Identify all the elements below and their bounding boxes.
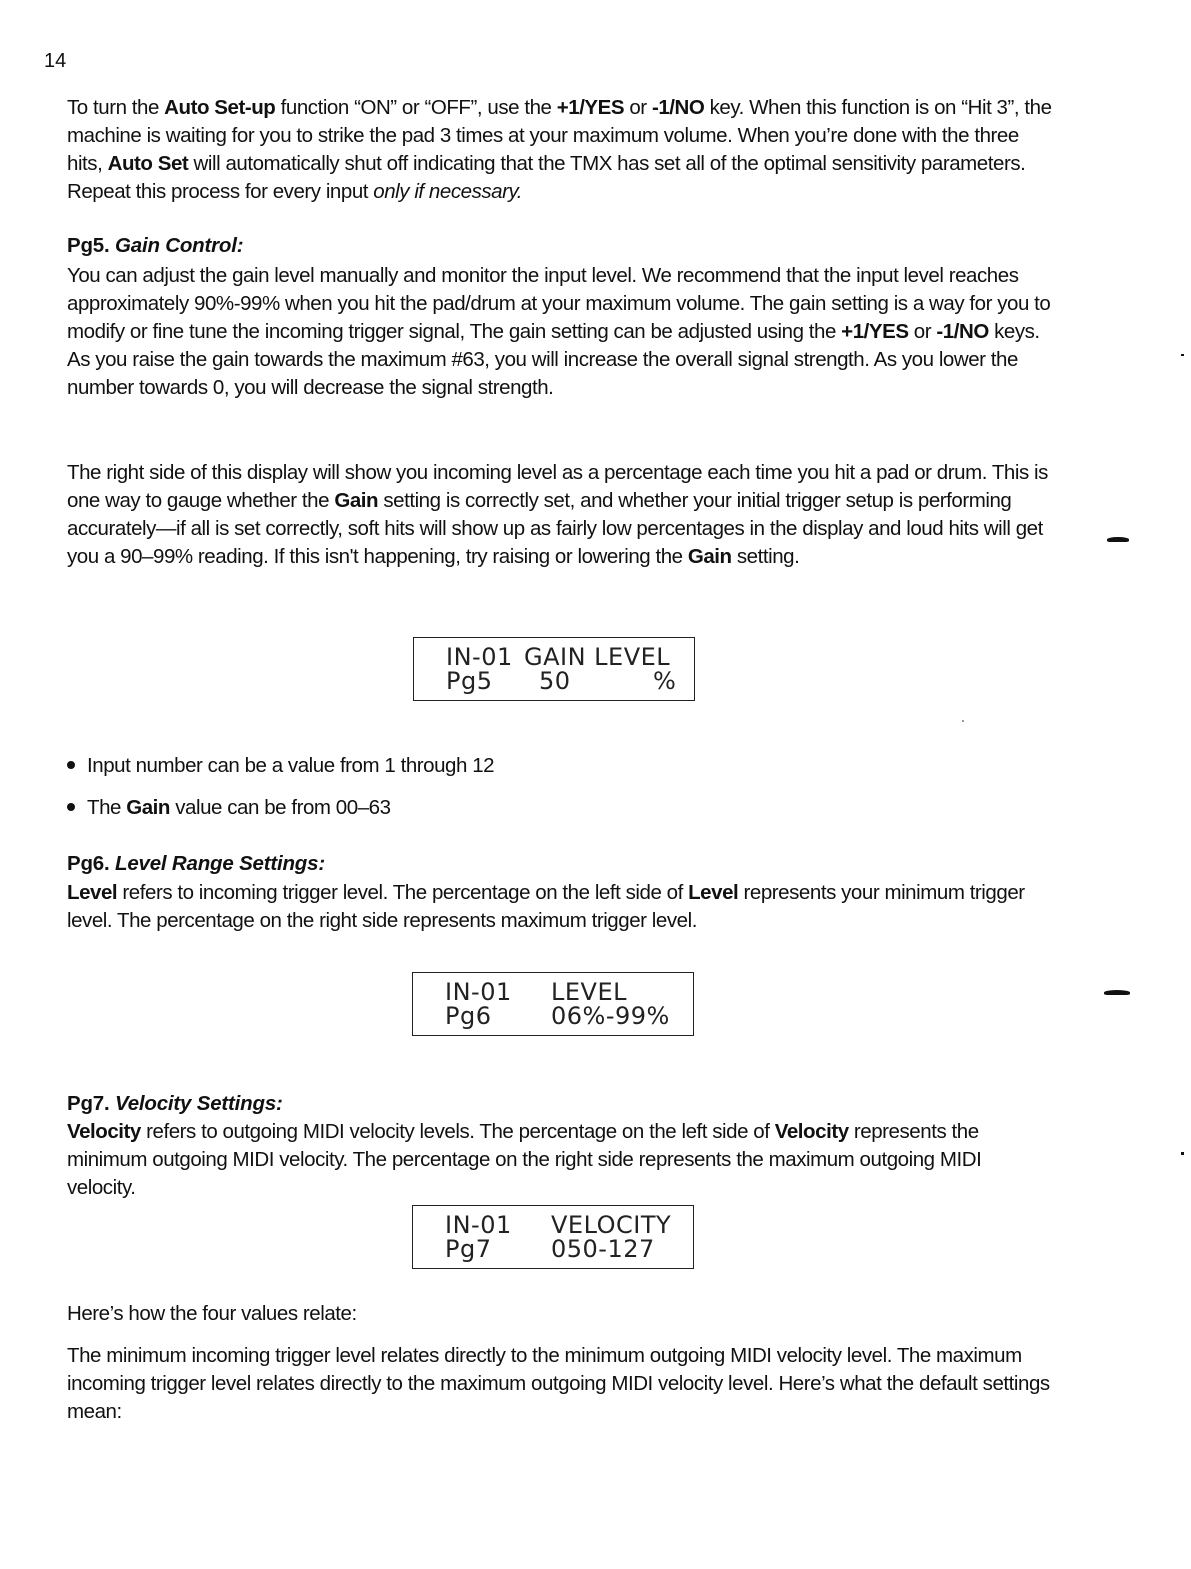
velocity-display: IN-01 VELOCITY Pg7 050-127 (412, 1205, 694, 1269)
pg7-heading: Pg7. Velocity Settings: (67, 1092, 283, 1115)
bullet-gain-range: The Gain value can be from 00–63 (67, 796, 391, 820)
scan-mark (1104, 990, 1130, 995)
auto-setup-paragraph: To turn the Auto Set-up function “ON” or “OFF”, use the +1/YES or -1/NO key. When this function is on “Hit 3”, the machine is waiting for you to strike the pad 3 times at your maximum volume. When you’re done with the three hits, Auto Set will automatically shut off indicating that the TMX has set all of the optimal sensitivity parameters. Repeat this process for every input only if necessary. (67, 96, 1052, 203)
page-number: 14 (44, 50, 67, 72)
velocity-paragraph: Velocity refers to outgoing MIDI velocity levels. The percentage on the left side of Velocity represents the minimum outgoing MIDI velocity. The percentage on the right side represents the maximum outgoing MIDI velocity. (67, 1120, 982, 1199)
scan-mark (1107, 537, 1129, 542)
pg6-heading: Pg6. Level Range Settings: (67, 852, 325, 875)
bullet-input-number: Input number can be a value from 1 through 12 (67, 754, 494, 778)
gain-display-paragraph: The right side of this display will show you incoming level as a percentage each time you hit a pad or drum. This is one way to gauge whether the Gain setting is correctly set, and whether your initial trigger setup is performing accurately—if all is set correctly, soft hits will show up as fairly low percentages in the display and loud hits will get you a 90–99% reading. If this isn't happening, try raising or lowering the Gain setting. (67, 461, 1048, 568)
level-range-paragraph: Level refers to incoming trigger level. The percentage on the left side of Level represents your minimum trigger level. The percentage on the right side represents maximum trigger level. (67, 881, 1025, 932)
pg5-heading: Pg5. Gain Control: (67, 234, 244, 257)
scan-mark (1181, 1152, 1184, 1155)
default-settings-paragraph: The minimum incoming trigger level relates directly to the minimum outgoing MIDI velocity level. The maximum incoming trigger level relates directly to the maximum outgoing MIDI velocity level. Here’s what the default settings mean: (67, 1344, 1050, 1423)
level-range-display: IN-01 LEVEL Pg6 06%-99% (412, 972, 694, 1036)
scan-mark (962, 720, 964, 722)
gain-level-display: IN-01 GAIN LEVEL Pg5 50 % (413, 637, 695, 701)
four-values-intro: Here’s how the four values relate: (67, 1302, 357, 1325)
gain-control-paragraph: You can adjust the gain level manually and monitor the input level. We recommend that the input level reaches approximately 90%-99% when you hit the pad/drum at your maximum volume. The gain setting is a way for you to modify or fine tune the incoming trigger signal, The gain setting can be adjusted using the +1/YES or -1/NO keys. As you raise the gain towards the maximum #63, you will increase the overall signal strength. As you lower the number towards 0, you will decrease the signal strength. (67, 264, 1051, 399)
scan-mark (1181, 354, 1184, 356)
